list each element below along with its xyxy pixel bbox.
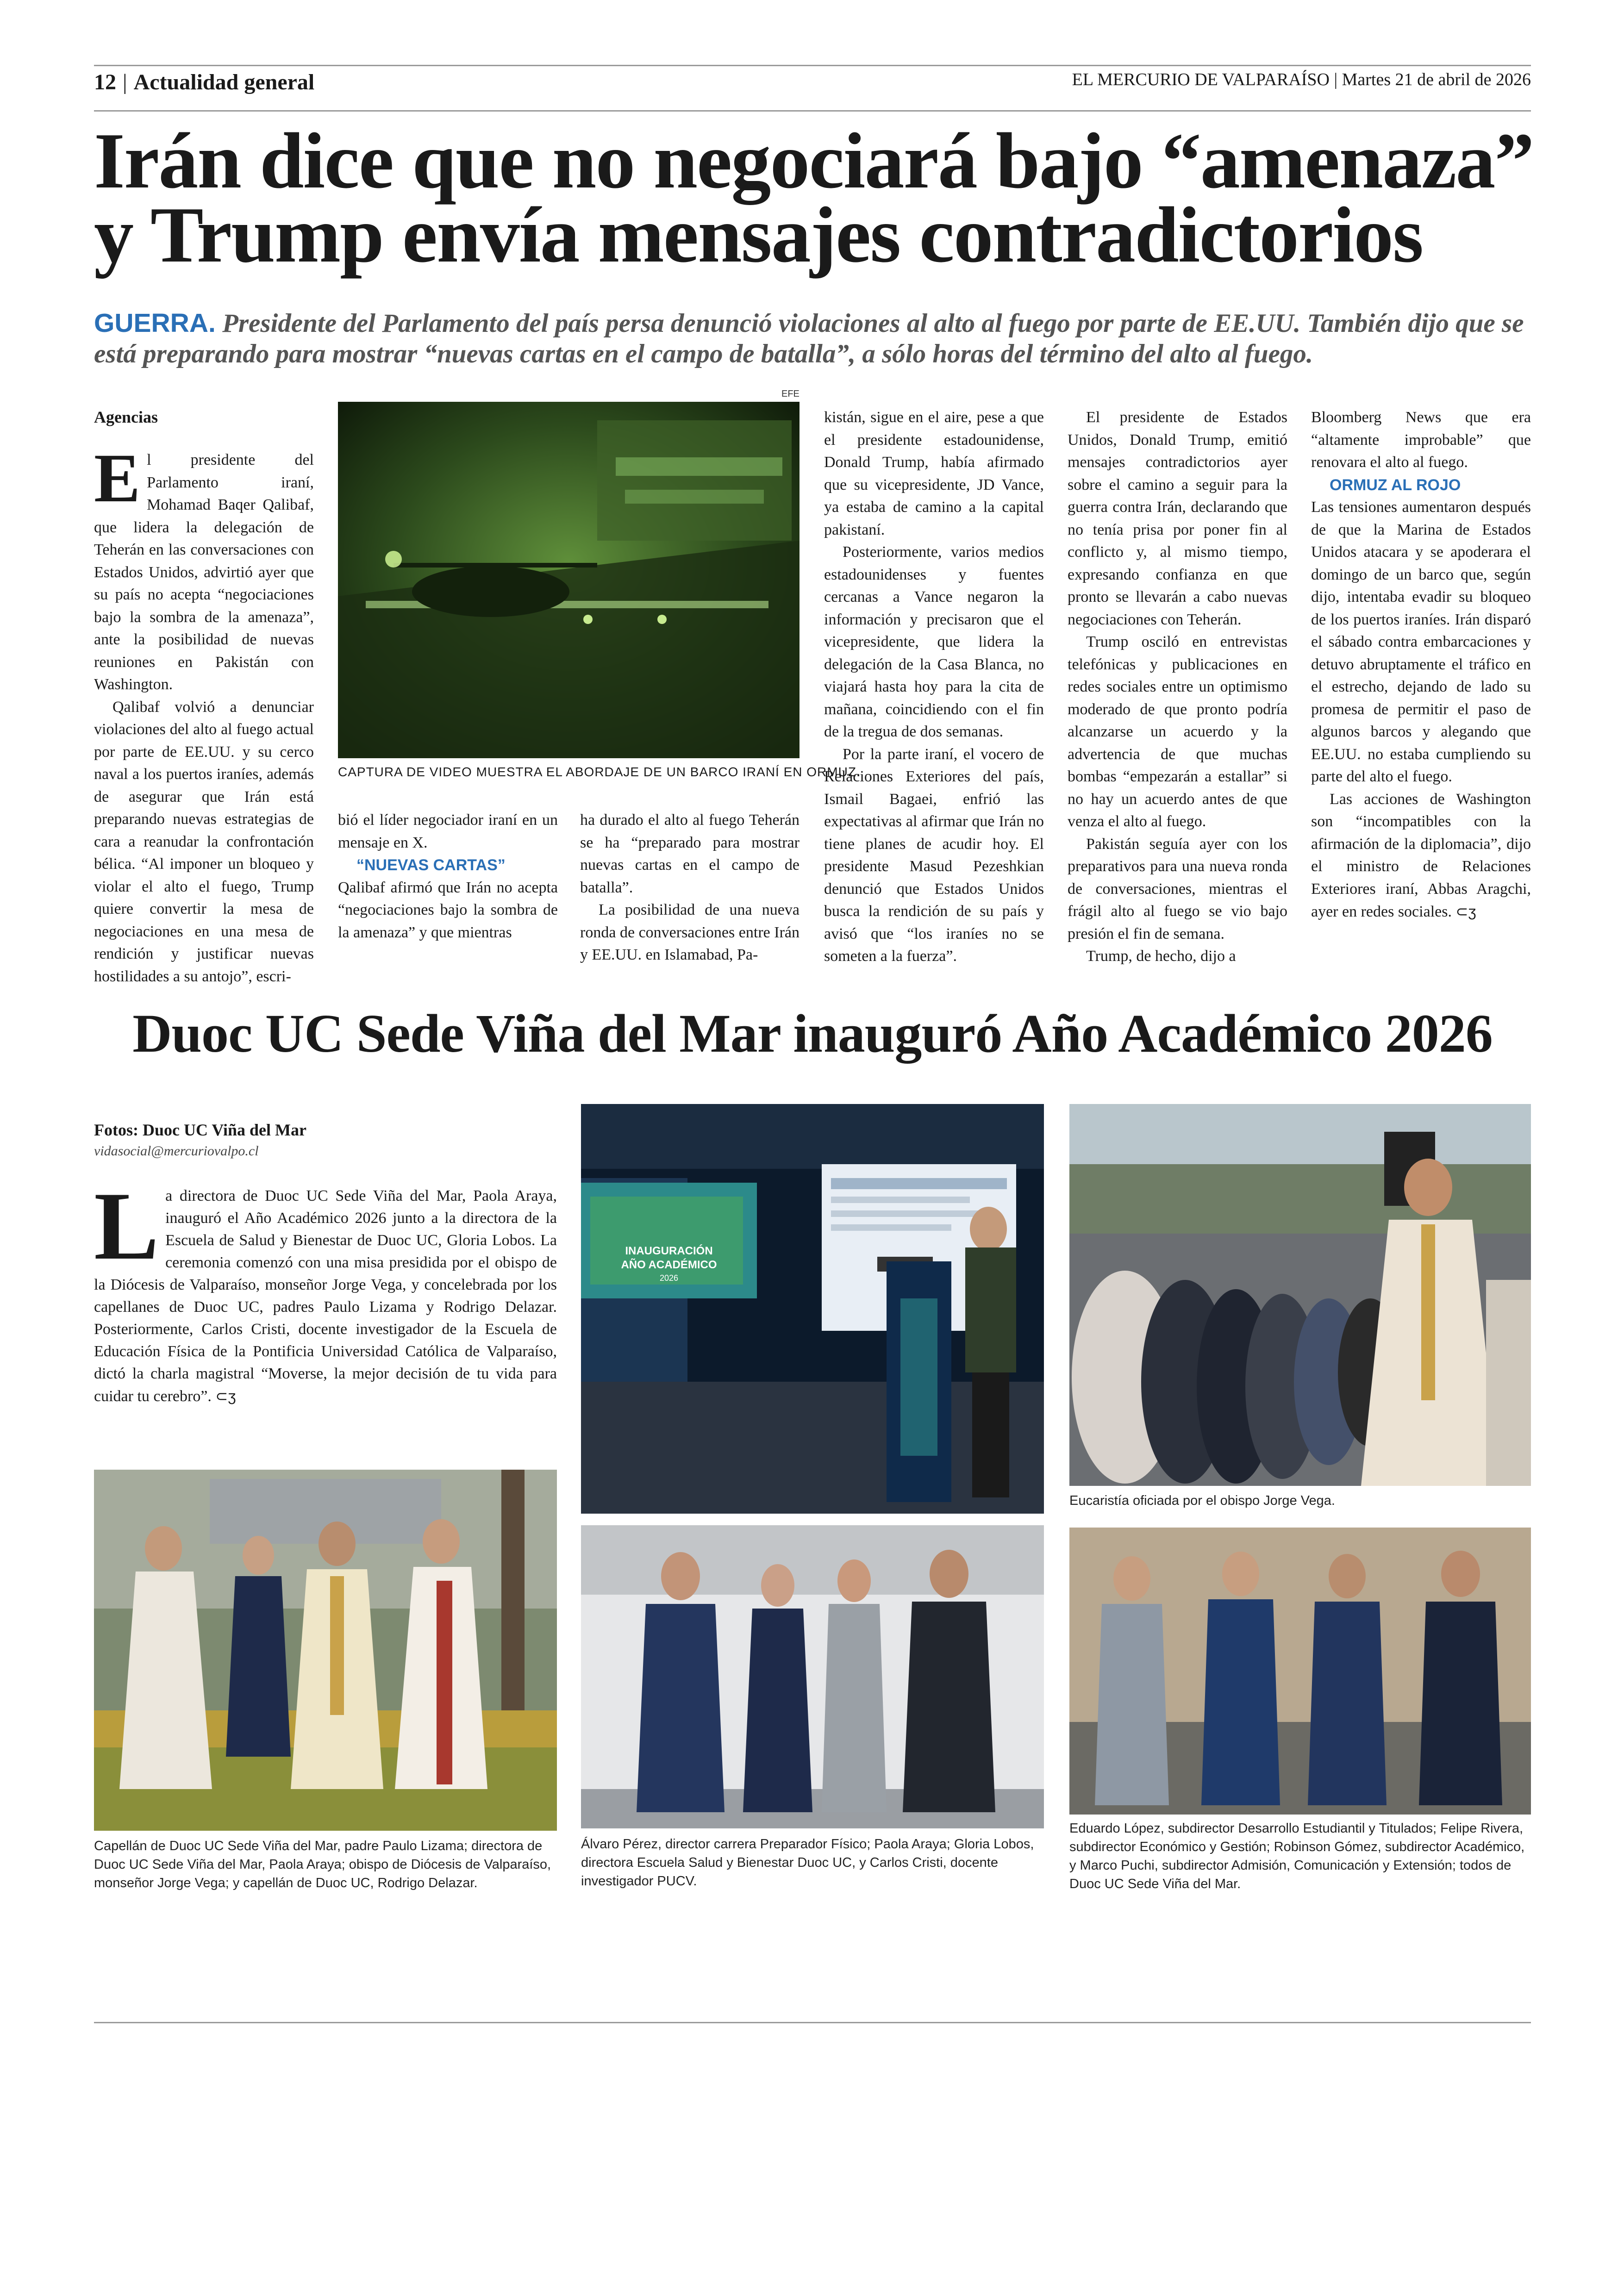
photo-byline: Fotos: Duoc UC Viña del Mar [94,1121,306,1139]
page-number: 12 [94,70,116,94]
col1-paragraph-2: Qalibaf volvió a denunciar violaciones del alto al fuego actual por parte de EE.UU. y su cerco naval a los puertos iraníes, además de asegurar que Irán está preparando nuevas estrategias de cara a reanudar la confrontación bélica. “Al imponer un bloqueo y violar el alto el fuego, Trump quiere convertir la mesa de negociaciones en una mesa de rendición y justificar nuevas hostilidades a su antojo”, escri- [94,698,314,985]
byline: Agencias [94,408,158,426]
col5-paragraph-1: El presidente de Estados Unidos, Donald Trump, emitió mensajes contradictorios ayer sobre el camino a seguir para la guerra contra Irán, declarando que no tenía prisa por poner fin al conflicto y, al mismo tiempo, expresando confianza en que pronto se llevarán a cabo nuevas negociaciones con Teherán. [1068,409,1287,628]
divider: | [123,70,127,94]
chaplains-image [94,1470,557,1831]
mass-image [1069,1104,1531,1486]
article2-drop-cap: L [94,1172,159,1280]
col5-paragraph-2: Trump osciló en entrevistas telefónicas y publicaciones en redes sociales entre un optimismo moderado de que pronto podría alcanzarse un acuerdo y la advertencia de que muchas bombas “empezarán a estallar” si no hay un acuerdo antes de que venza el alto al fuego. [1068,633,1287,830]
subdirectors-caption: Eduardo López, subdirector Desarrollo Estudiantil y Titulados; Felipe Rivera, subdirector Económico y Gestión; Robinson Gómez, subdirector Académico, y Marco Puchi, subdirector Admisión, Comunicación y Extensión; todos de Duoc UC Sede Viña del Mar. [1069,1821,1525,1891]
photo-credit: EFE [781,389,800,399]
col1-paragraph-1: l presidente del Parlamento iraní, Mohamad Baqer Qalibaf, que lidera la delegación de Teherán en las conversaciones con Estados Unidos, advirtió ayer que su país no acepta “negociaciones bajo la sombra de la amenaza”, ante la posibilidad de nuevas reuniones en Pakistán con Washington. [94,451,314,693]
stage-image [581,1104,1044,1514]
lead-tag: GUERRA. [94,308,216,338]
lead-text: Presidente del Parlamento del país persa denunció violaciones al alto al fuego por parte de EE.UU. También dijo que se está preparando para mostrar “nuevas cartas en el campo de batalla”, a sólo horas del término del alto al fuego. [94,309,1524,368]
article-column-5 [1068,406,1287,968]
end-mark: ⊂ʒ [1455,903,1476,920]
article2-end-mark: ⊂ʒ [215,1388,236,1404]
headline-line-1: Irán dice que no negociará bajo “amenaza” [94,117,1534,205]
col2-paragraph-2: Qalibaf afirmó que Irán no acepta “negociaciones bajo la sombra de la amenaza” y que mientras [338,879,558,941]
col4-paragraph-2: Por la parte iraní, el vocero de Relaciones Exteriores del país, Ismail Bagaei, enfrió las expectativas al afirmar que Irán no tiene planes de acudir hoy. El presidente Masud Pezeshkian denunció que Estados Unidos busca la rendición de su país y avisó que “los iraníes no se someten a la fuerza”. [824,745,1044,965]
stage-screen-line2: AÑO ACADÉMICO [621,1259,717,1271]
publication-date: Martes 21 de abril de 2026 [1342,70,1531,89]
col5-paragraph-3: Pakistán seguía ayer con los preparativos para una nueva ronda de conversaciones, mientras el frágil alto al fuego se vio bajo presión el fin de semana. [1068,835,1287,942]
directors-photo [581,1525,1044,1828]
col3-paragraph-2: La posibilidad de una nueva ronda de conversaciones entre Irán y EE.UU. en Islamabad, Pa- [580,901,800,963]
subdirectors-photo [1069,1528,1531,1815]
headline-line-2: y Trump envía mensajes contradictorios [94,191,1423,279]
article-headline [94,117,1534,279]
article-column-3 [580,809,800,967]
col4-paragraph-1: Posteriormente, varios medios estadounidenses y fuentes cercanas a Vance negaron la información y precisaron que el vicepresidente, que lidera la delegación de la Casa Blanca, no viajará hasta hoy para la cita de mañana, coincidiendo con el fin de la tregua de dos semanas. [824,543,1044,740]
col2-paragraph-1: bió el líder negociador iraní en un mensaje en X. [338,811,558,851]
article2-headline: Duoc UC Sede Viña del Mar inauguró Año Académico 2026 [132,1003,1493,1064]
article-column-6 [1311,406,1531,923]
boarding-photo-caption: CAPTURA DE VIDEO MUESTRA EL ABORDAJE DE UN BARCO IRANÍ EN ORMUZ. [338,765,861,779]
article2-body [94,1172,557,1408]
col2-subhead: “NUEVAS CARTAS” [356,856,506,874]
article-column-4 [824,406,1044,968]
col4-paragraph-0: kistán, sigue en el aire, pese a que el presidente estadounidense, Donald Trump, había afirmado que su vicepresidente, JD Vance, ya estaba de camino a la capital pakistaní. [824,409,1044,538]
article-lead [94,308,1531,369]
col5-paragraph-4: Trump, de hecho, dijo a [1086,948,1236,965]
col6-paragraph-1: Las tensiones aumentaron después de que la Marina de Estados Unidos atacara y se apoderara el domingo de un barco que, según dijo, intentaba evadir su bloqueo de los puertos iraníes. Irán disparó el sábado contra embarcaciones y detuvo abruptamente el tráfico en el estrecho, dejando de lado su promesa de permitir el paso de algunos barcos y alegando que EE.UU. no estaba cumpliendo su parte del alto el fuego. [1311,499,1531,785]
chaplains-caption: Capellán de Duoc UC Sede Viña del Mar, padre Paulo Lizama; directora de Duoc UC Sede Viña del Mar, Paola Araya; obispo de Diócesis de Valparaíso, monseñor Jorge Vega; y capellán de Duoc UC, Rodrigo Delazar. [94,1839,551,1890]
top-rule [94,65,1531,66]
publication-name: EL MERCURIO DE VALPARAÍSO [1072,70,1330,89]
col3-paragraph-1: ha durado el alto al fuego Teherán se ha “preparado para mostrar nuevas cartas en el campo de batalla”. [580,811,800,896]
chaplains-photo [94,1470,557,1831]
section-name: Actualidad general [133,70,315,94]
stage-photo [581,1104,1044,1514]
boarding-photo [338,402,800,758]
drop-cap: E [94,440,141,517]
directors-caption: Álvaro Pérez, director carrera Preparador Físico; Paola Araya; Gloria Lobos, directora Escuela Salud y Bienestar Duoc UC, y Carlos Cristi, docente investigador PUCV. [581,1837,1034,1889]
stage-screen-line3: 2026 [659,1273,679,1283]
col6-subhead: ORMUZ AL ROJO [1330,476,1461,494]
subdirectors-image [1069,1528,1531,1815]
article-column-2 [338,809,558,944]
article-column-1 [94,440,314,988]
directors-image [581,1525,1044,1828]
mass-photo [1069,1104,1531,1486]
article2-text: a directora de Duoc UC Sede Viña del Mar, Paola Araya, inauguró el Año Académico 2026 junto a la directora de la Escuela de Salud y Bienestar de Duoc UC, Gloria Lobos. La ceremonia comenzó con una misa presidida por el obispo de la Diócesis de Valparaíso, monseñor Jorge Vega, y concelebrada por los capellanes de Duoc UC, padres Paulo Lizama y Rodrigo Delazar. Posteriormente, Carlos Cristi, docente investigador de la Escuela de Educación Física de la Pontificia Universidad Católica de Valparaíso, dictó la charla magistral “Moverse, la mejor decisión de tu vida para cuidar tu cerebro”. [94,1187,557,1405]
page-section-label [94,69,314,95]
col6-paragraph-0: Bloomberg News que era “altamente improbable” que renovara el alto al fuego. [1311,409,1531,471]
mass-caption: Eucaristía oficiada por el obispo Jorge Vega. [1069,1493,1335,1508]
contact-email: vidasocial@mercuriovalpo.cl [94,1143,259,1159]
col6-paragraph-2: Las acciones de Washington son “incompatibles con la afirmación de la diplomacia”, dijo el ministro de Relaciones Exteriores iraní, Abbas Aragchi, ayer en redes sociales. [1311,790,1531,920]
stage-screen-line1: INAUGURACIÓN [625,1245,713,1257]
night-vision-image [338,402,800,758]
publication-info: EL MERCURIO DE VALPARAÍSO | Martes 21 de abril de 2026 [1072,70,1531,89]
header-rule [94,110,1531,112]
bottom-rule [94,2022,1531,2023]
